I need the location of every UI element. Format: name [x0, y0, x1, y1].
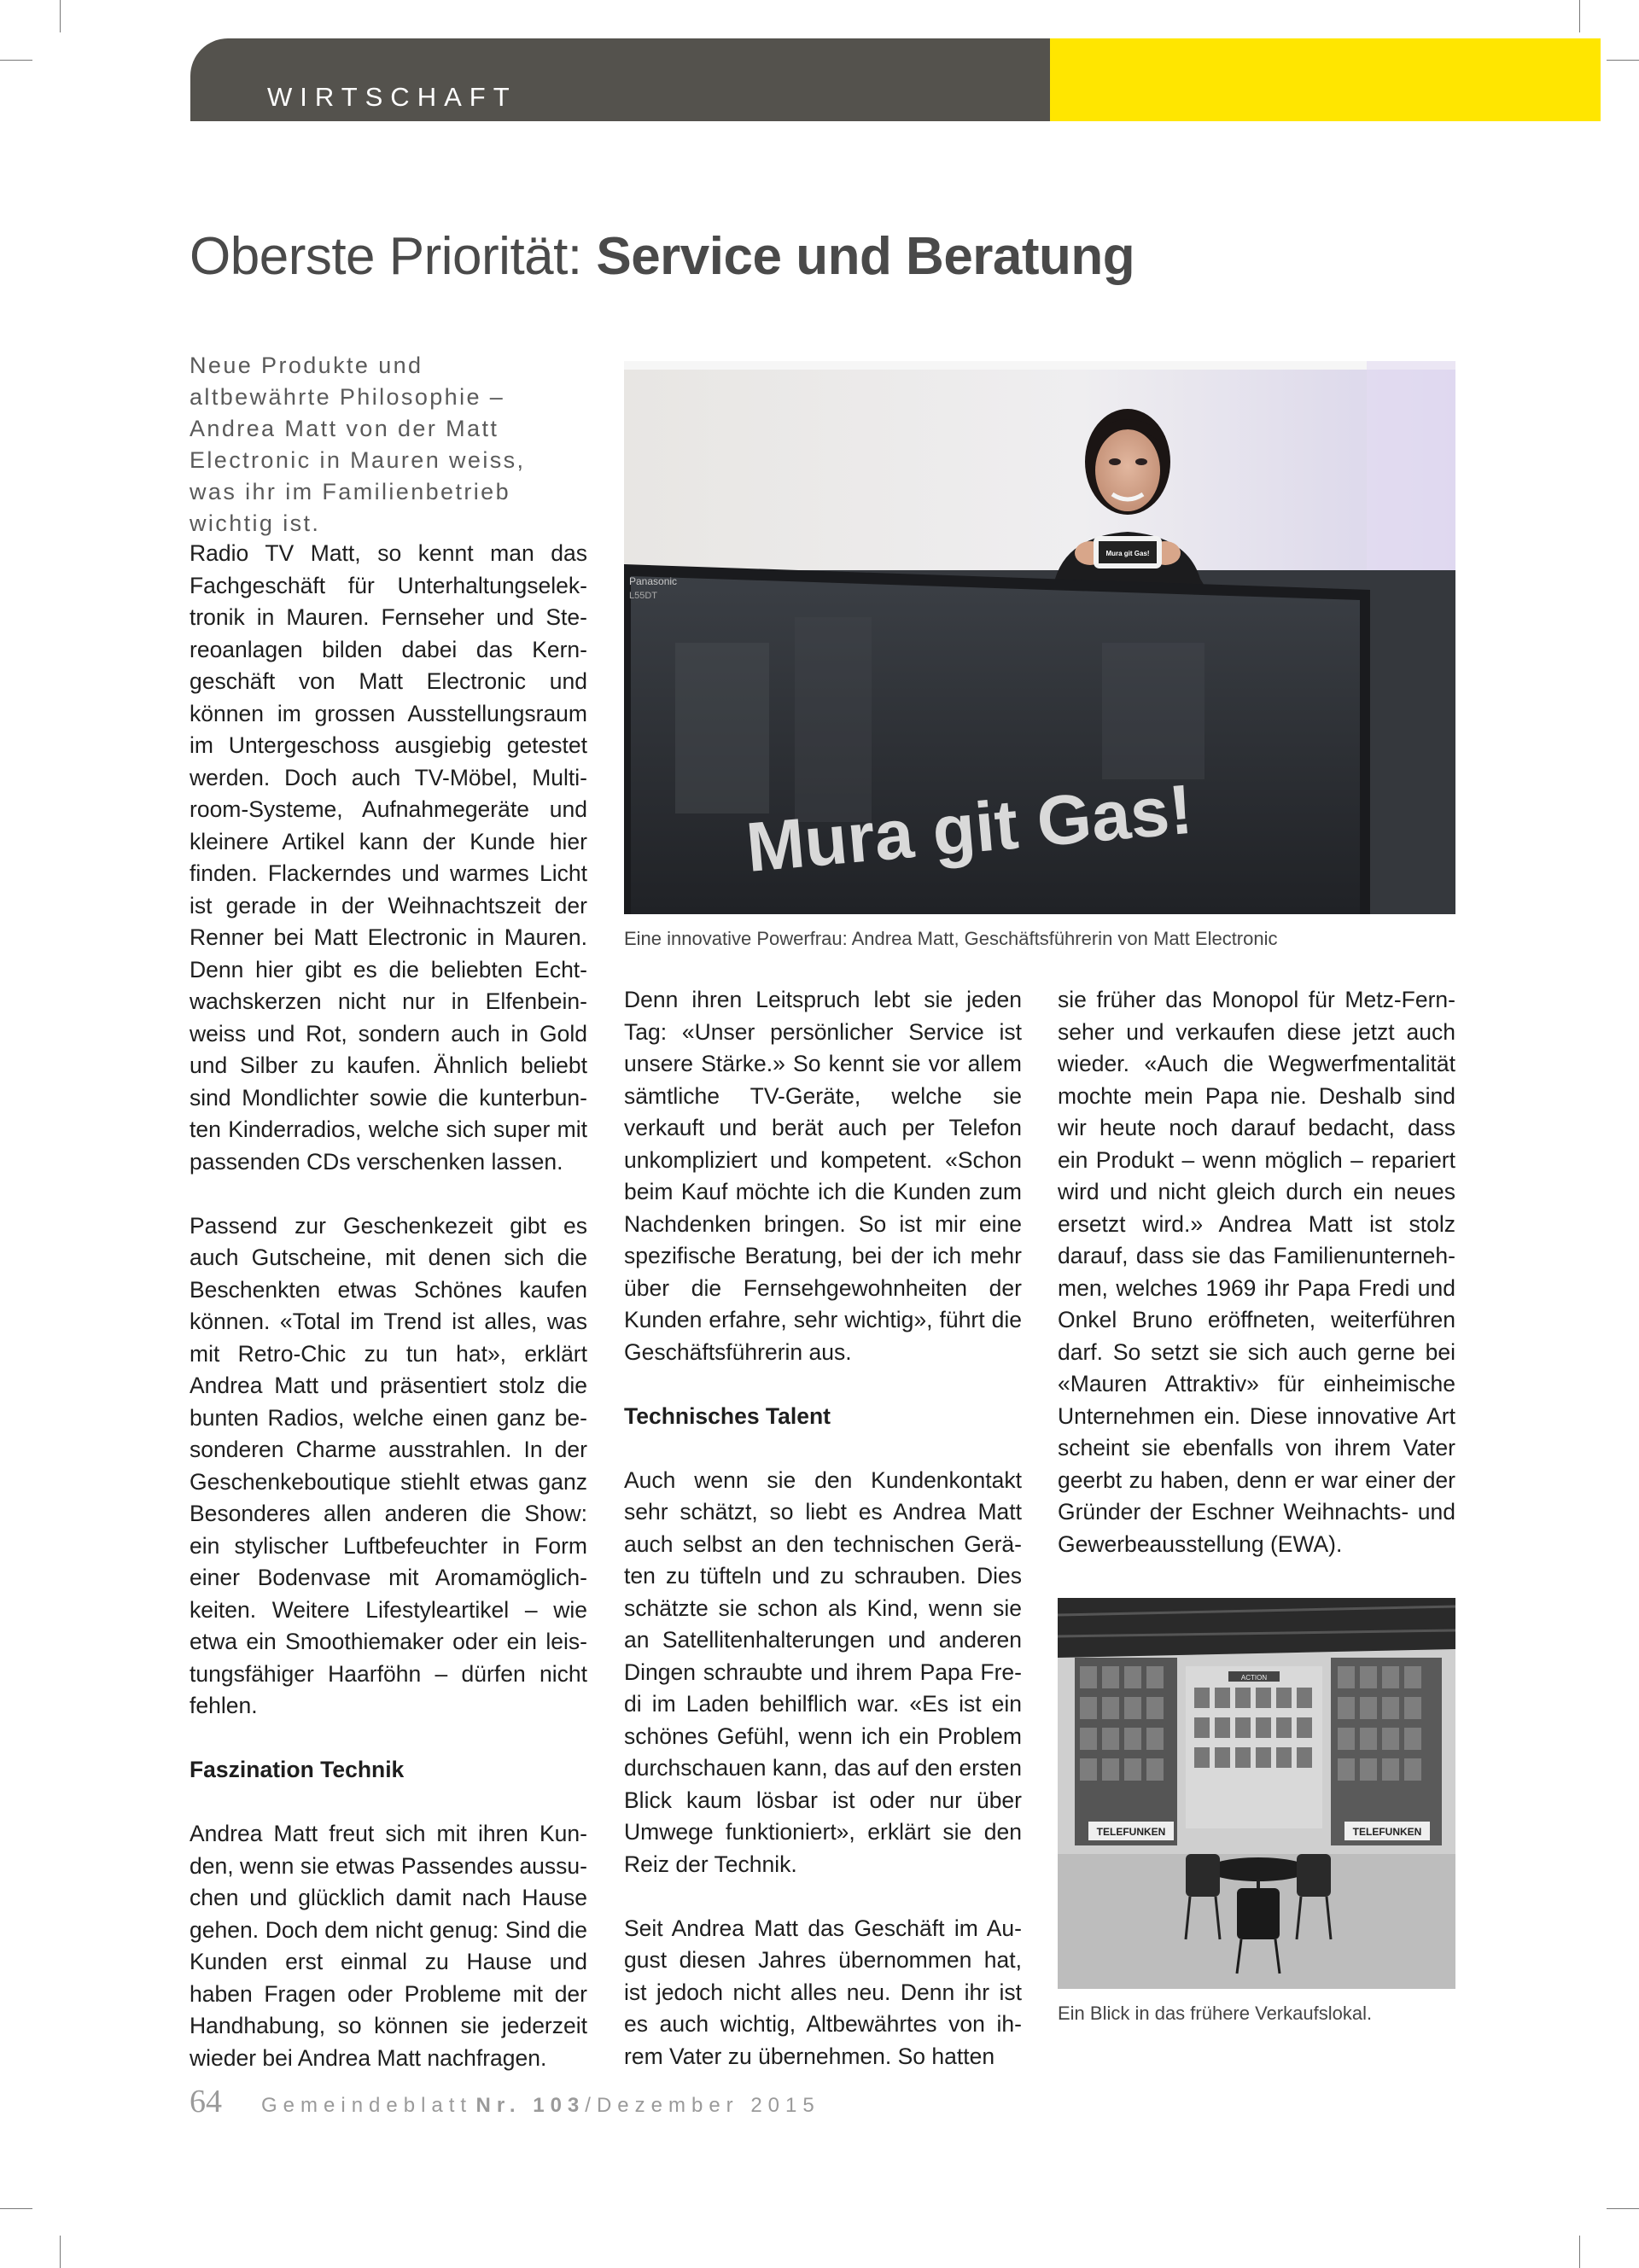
crop-mark — [1607, 60, 1639, 61]
headline-bold: Service und Beratung — [596, 227, 1135, 286]
photo-former-shop — [1058, 1598, 1455, 1989]
shop-sign-right: TELEFUNKEN — [1352, 1826, 1422, 1838]
page-footer — [190, 2083, 820, 2120]
photo-illustration — [624, 361, 1455, 914]
subheading: Faszination Technik — [190, 1757, 405, 1782]
photo-andrea-matt — [624, 361, 1455, 914]
crop-mark — [0, 2208, 32, 2209]
article-column-2 — [624, 984, 1022, 2105]
article-column-3 — [1058, 984, 1455, 1593]
subheading: Technisches Talent — [624, 1402, 831, 1429]
shop-sign-left: TELEFUNKEN — [1096, 1826, 1166, 1838]
article-lead: Neue Produkte und altbewährte Philosophie – Andrea Matt von der Matt Electronic in Mauren weiss, was ihr im Familienbetrieb wichtig ist. — [190, 353, 526, 536]
crop-mark — [60, 0, 61, 32]
paragraph: Auch wenn sie den Kundenkontakt sehr schätzt, so liebt es Andrea Matt auch selbst an den technischen Geräten zu tüfteln und zu schrauben. Dies schätzte sie schon als Kind, wenn sie an Satellitenhalterungen und anderen Dingen schraubte und ihrem Papa Fredi im Laden behilflich war. «Es ist ein schönes Gefühl, wenn ich ein Problem durchschauen kann, das auf den ersten Blick kaum lösbar ist oder nur über Umwege funktioniert», erklärt sie den Reiz der Technik. — [624, 1466, 1022, 1877]
crop-mark — [1579, 2236, 1580, 2268]
page-number: 64 — [190, 2084, 222, 2119]
paragraph: Passend zur Geschenkezeit gibt es auch Gutscheine, mit denen sich die Beschenkten etwas Schönes kaufen können. «Total im Trend ist alles, was mit Retro-Chic zu tun hat», erklärt Andrea Matt und präsentiert stolz die bunten Radios, welche einen ganz besonderen Charme ausstrahlen. In der Geschenkeboutique stiehlt etwas ganz Besonderes allen anderen die Show: ein stylischer Luftbefeuchter in Form einer Bodenvase mit Aromamöglichkeiten. Weitere Lifestyleartikel – wie etwa ein Smoothiemaker oder ein leistungsfähiger Haarföhn – dürfen nicht fehlen. — [190, 1212, 587, 1718]
paragraph: Radio TV Matt, so kennt man das Fachgeschäft für Unterhaltungselektronik in Mauren. Fernseher und Stereoanlagen bilden dabei das Kerngeschäft von Matt Electronic und können im grossen Ausstellungsraum im Untergeschoss ausgiebig getestet werden. Doch auch TV-Möbel, Multiroom-Systeme, Aufnahmegeräte und kleinere Artikel kann der Kunde hier finden. Flackerndes und warmes Licht ist gerade in der Weihnachtszeit der Renner bei Matt Electronic in Mauren. Denn hier gibt es die beliebten Echtwachskerzen nicht nur in Elfenbeinweiss und Rot, sondern auch in Gold und Silber zu kaufen. Ähnlich beliebt sind Mondlichter sowie die kunterbunten Kinderradios, welche sich super mit passenden CDs verschenken lassen. — [190, 540, 587, 1175]
shop-sign-top: ACTION — [1240, 1674, 1268, 1682]
paragraph: Andrea Matt freut sich mit ihren Kunden, wenn sie etwas Passendes aussuchen und glücklich damit nach Hause gehen. Doch dem nicht genug: Sind die Kunden erst einmal zu Hause und haben Fragen oder Probleme mit der Handhabung, so können sie jederzeit wieder bei Andrea Matt nachfragen. — [190, 1821, 587, 2071]
footer-separator: / — [585, 2094, 597, 2117]
section-header-accent — [1050, 38, 1601, 121]
tv-screen-text: Mura git Gas! — [743, 770, 1196, 887]
photo-illustration — [1058, 1598, 1455, 1989]
crop-mark — [1579, 0, 1580, 32]
issue-date: Dezember 2015 — [596, 2094, 820, 2117]
photo-caption: Ein Blick in das frühere Verkaufslokal. — [1058, 2003, 1373, 2024]
crop-mark — [1607, 2208, 1639, 2209]
paragraph: Seit Andrea Matt das Geschäft im August diesen Jahres übernommen hat, ist jedoch nicht alles neu. Denn ihr ist es auch wichtig, Altbewährtes von ihrem Vater zu übernehmen. So hatten — [624, 1915, 1022, 2069]
tv-model: L55DT — [629, 591, 658, 601]
section-label: WIRTSCHAFT — [267, 82, 517, 112]
article-headline — [190, 226, 1134, 287]
tv-brand: Panasonic — [629, 575, 678, 587]
paragraph: Denn ihren Leitspruch lebt sie jeden Tag: «Unser persönlicher Service ist unsere Stärke.» So kennt sie vor allem sämtliche TV-Geräte, welche sie verkauft und berät auch per Telefon unkompliziert und kompetent. «Schon beim Kauf möchte ich die Kunden zum Nachdenken bringen. So ist mir eine spezifische Beratung, bei der ich mehr über die Fernsehgewohnheiten der Kunden erfahre, sehr wichtig», führt die Geschäftsführerin aus. — [624, 987, 1022, 1365]
crop-mark — [0, 60, 32, 61]
crop-mark — [60, 2236, 61, 2268]
paragraph: sie früher das Monopol für Metz-Fernseher und verkaufen diese jetzt auch wieder. «Auch die Wegwerfmentalität mochte mein Papa nie. Deshalb sind wir heute noch darauf bedacht, dass ein Produkt – wenn möglich – repariert wird und nicht gleich durch ein neues ersetzt wird.» Andrea Matt ist stolz darauf, dass sie das Familienunternehmen, welches 1969 ihr Papa Fredi und Onkel Bruno eröffneten, weiterführen darf. So setzt sie sich auch gerne bei «Mauren Attraktiv» für einheimische Unternehmen ein. Diese innovative Art scheint sie ebenfalls von ihrem Vater geerbt zu haben, denn er war einer der Gründer der Eschner Weihnachts- und Gewerbeausstellung (EWA). — [1058, 987, 1455, 1557]
phone-screen-text: Mura git Gas! — [1105, 550, 1150, 557]
publication-name: Gemeindeblatt — [261, 2094, 473, 2117]
photo-caption: Eine innovative Powerfrau: Andrea Matt, Geschäftsführerin von Matt Electronic — [624, 928, 1278, 949]
article-column-1 — [190, 538, 587, 2107]
headline-light: Oberste Priorität: — [190, 227, 582, 286]
issue-number: Nr. 103 — [475, 2094, 586, 2117]
